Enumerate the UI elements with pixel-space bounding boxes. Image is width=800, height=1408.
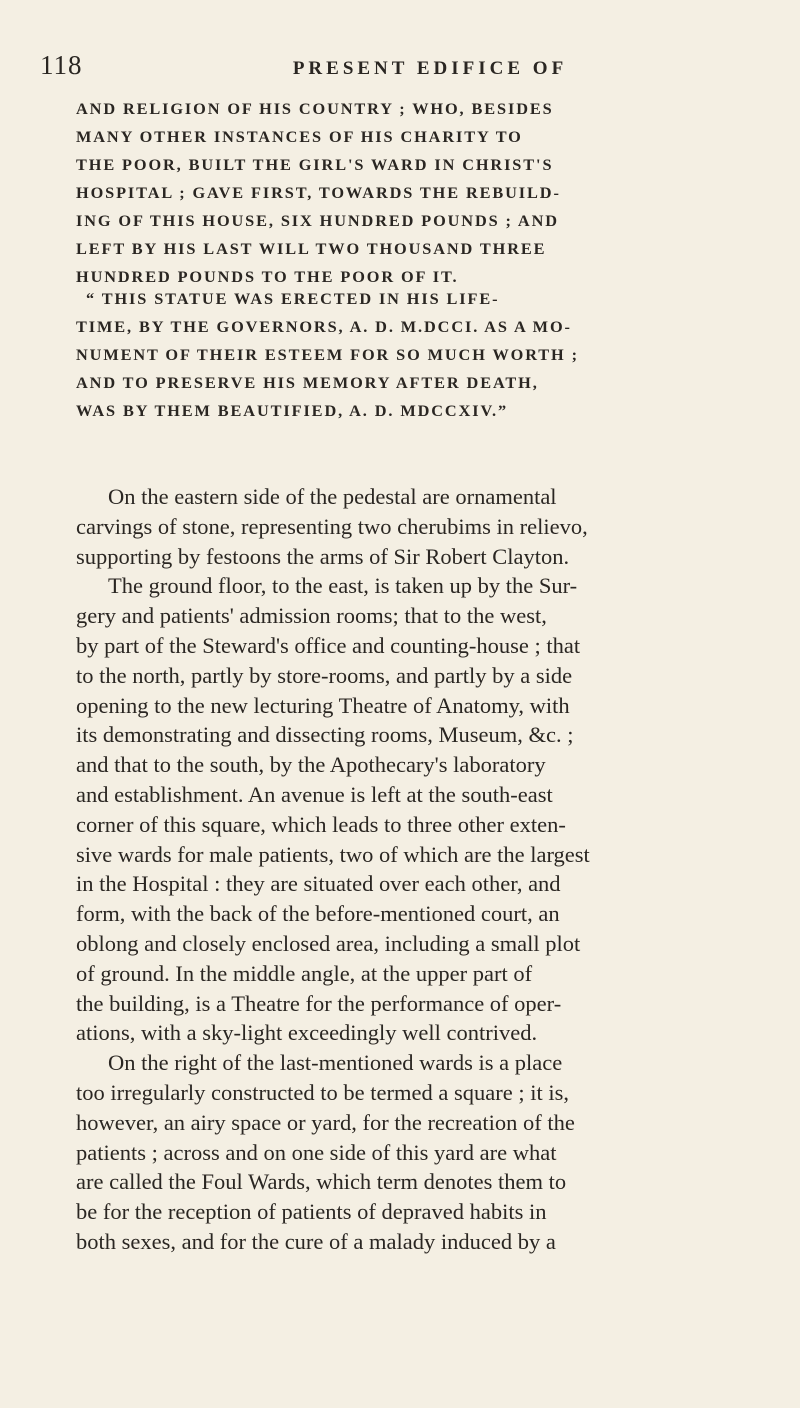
text-line: WAS BY THEM BEAUTIFIED, A. D. MDCCXIV.” <box>76 401 509 420</box>
text-line: carvings of stone, representing two cherubims in relievo, <box>76 513 588 539</box>
text-line: sive wards for male patients, two of which are the largest <box>76 841 590 867</box>
text-line: ING OF THIS HOUSE, SIX HUNDRED POUNDS ; AND <box>76 211 559 230</box>
text-line: AND RELIGION OF HIS COUNTRY ; WHO, BESIDES <box>76 99 554 118</box>
text-line: and establishment. An avenue is left at the south-east <box>76 781 553 807</box>
inscription-part-1 <box>76 95 766 291</box>
running-title: PRESENT EDIFICE OF <box>292 58 568 79</box>
text-line: of ground. In the middle angle, at the upper part of <box>76 960 533 986</box>
text-line: On the right of the last-mentioned wards is a place <box>108 1050 563 1076</box>
text-line: oblong and closely enclosed area, including a small plot <box>76 930 581 956</box>
text-line: to the north, partly by store-rooms, and partly by a side <box>76 662 573 688</box>
text-line: LEFT BY HIS LAST WILL TWO THOUSAND THREE <box>76 239 547 258</box>
text-line: gery and patients' admission rooms; that to the west, <box>76 603 547 629</box>
text-line: too irregularly constructed to be termed a square ; it is, <box>76 1079 569 1105</box>
text-line: HUNDRED POUNDS TO THE POOR OF IT. <box>76 267 459 286</box>
text-line: AND TO PRESERVE HIS MEMORY AFTER DEATH, <box>76 373 539 392</box>
text-line: are called the Foul Wards, which term denotes them to <box>76 1169 567 1195</box>
text-line: supporting by festoons the arms of Sir Robert Clayton. <box>76 543 570 569</box>
text-line: be for the reception of patients of depraved habits in <box>76 1199 547 1225</box>
text-line: On the eastern side of the pedestal are ornamental <box>108 484 557 509</box>
text-line: both sexes, and for the cure of a malady induced by a <box>76 1228 556 1254</box>
text-line: The ground floor, to the east, is taken up by the Sur- <box>108 573 578 599</box>
text-line: and that to the south, by the Apothecary's laboratory <box>76 752 546 778</box>
text-line: NUMENT OF THEIR ESTEEM FOR SO MUCH WORTH ; <box>76 345 579 364</box>
text-line: “ THIS STATUE WAS ERECTED IN HIS LIFE- <box>86 289 500 308</box>
text-line: the building, is a Theatre for the performance of oper- <box>76 990 562 1016</box>
text-line: its demonstrating and dissecting rooms, Museum, &c. ; <box>76 722 574 748</box>
body-text <box>76 482 766 1257</box>
text-line: opening to the new lecturing Theatre of Anatomy, with <box>76 692 570 718</box>
inscription-part-2 <box>76 285 766 425</box>
text-line: HOSPITAL ; GAVE FIRST, TOWARDS THE REBUILD- <box>76 183 561 202</box>
text-line: corner of this square, which leads to three other exten- <box>76 811 566 837</box>
text-line: by part of the Steward's office and counting-house ; that <box>76 632 581 658</box>
text-line: however, an airy space or yard, for the recreation of the <box>76 1109 575 1135</box>
page-number: 118 <box>40 50 83 80</box>
text-line: THE POOR, BUILT THE GIRL'S WARD IN CHRIST'S <box>76 155 554 174</box>
text-line: patients ; across and on one side of this yard are what <box>76 1139 557 1165</box>
text-line: in the Hospital : they are situated over each other, and <box>76 871 561 897</box>
text-line: TIME, BY THE GOVERNORS, A. D. M.DCCI. AS A MO- <box>76 317 572 336</box>
text-line: form, with the back of the before-mentioned court, an <box>76 901 560 927</box>
text-line: MANY OTHER INSTANCES OF HIS CHARITY TO <box>76 127 523 146</box>
text-line: ations, with a sky-light exceedingly well contrived. <box>76 1020 538 1046</box>
